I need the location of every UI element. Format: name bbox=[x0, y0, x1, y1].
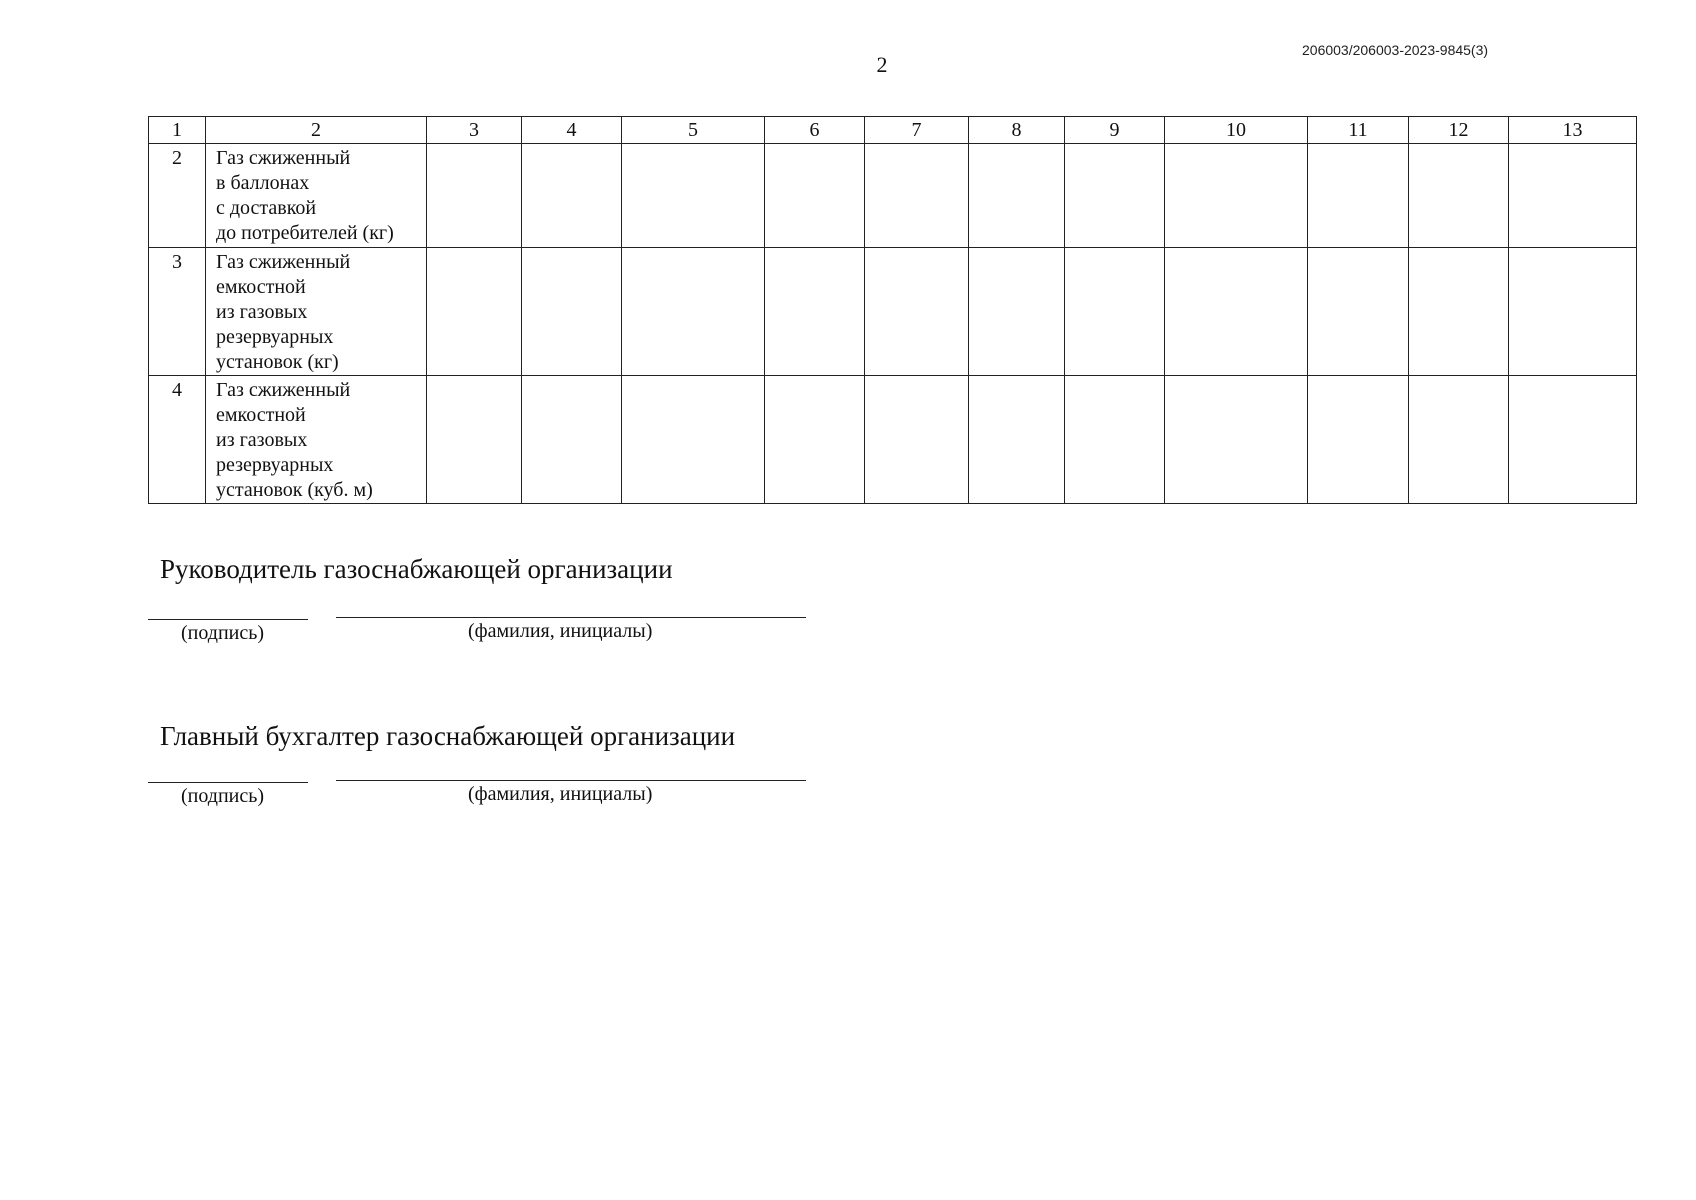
column-header: 8 bbox=[969, 117, 1065, 144]
row-number: 3 bbox=[149, 248, 206, 376]
table-cell[interactable] bbox=[522, 248, 622, 376]
table-cell[interactable] bbox=[865, 376, 969, 504]
column-header: 9 bbox=[1065, 117, 1165, 144]
table-cell[interactable] bbox=[1509, 248, 1637, 376]
report-table bbox=[148, 116, 1637, 504]
table-cell[interactable] bbox=[1165, 376, 1308, 504]
table-row bbox=[149, 376, 1637, 504]
table-cell[interactable] bbox=[865, 144, 969, 248]
signature-title: Руководитель газоснабжающей организации bbox=[160, 554, 673, 584]
table-cell[interactable] bbox=[969, 144, 1065, 248]
table-cell[interactable] bbox=[765, 248, 865, 376]
column-header: 4 bbox=[522, 117, 622, 144]
row-number: 2 bbox=[149, 144, 206, 248]
table-cell[interactable] bbox=[1509, 376, 1637, 504]
table-cell[interactable] bbox=[427, 248, 522, 376]
table-cell[interactable] bbox=[1409, 144, 1509, 248]
table-cell[interactable] bbox=[1065, 248, 1165, 376]
table-cell[interactable] bbox=[1409, 248, 1509, 376]
column-header: 5 bbox=[622, 117, 765, 144]
table-cell[interactable] bbox=[622, 376, 765, 504]
column-header: 3 bbox=[427, 117, 522, 144]
column-header: 2 bbox=[206, 117, 427, 144]
row-label: Газ сжиженный емкостной из газовых резервуарных установок (кг) bbox=[206, 248, 427, 376]
column-header: 1 bbox=[149, 117, 206, 144]
document-id: 206003/206003-2023-9845(3) bbox=[1302, 42, 1489, 58]
table-cell[interactable] bbox=[1308, 248, 1409, 376]
name-line bbox=[336, 617, 806, 618]
table-cell[interactable] bbox=[969, 248, 1065, 376]
name-line bbox=[336, 780, 806, 781]
table-cell[interactable] bbox=[1065, 144, 1165, 248]
column-header: 12 bbox=[1409, 117, 1509, 144]
row-label: Газ сжиженный в баллонах с доставкой до потребителей (кг) bbox=[206, 144, 427, 248]
table-row bbox=[149, 144, 1637, 248]
table-cell[interactable] bbox=[1409, 376, 1509, 504]
table-cell[interactable] bbox=[622, 248, 765, 376]
signature-line bbox=[148, 619, 308, 620]
table-cell[interactable] bbox=[622, 144, 765, 248]
column-header: 13 bbox=[1509, 117, 1637, 144]
table-cell[interactable] bbox=[1165, 248, 1308, 376]
row-number: 4 bbox=[149, 376, 206, 504]
table-cell[interactable] bbox=[765, 144, 865, 248]
name-caption: (фамилия, инициалы) bbox=[468, 620, 653, 642]
signature-line bbox=[148, 782, 308, 783]
signature-block-chief-accountant bbox=[148, 721, 848, 752]
column-header: 6 bbox=[765, 117, 865, 144]
table-cell[interactable] bbox=[765, 376, 865, 504]
table-cell[interactable] bbox=[969, 376, 1065, 504]
name-caption: (фамилия, инициалы) bbox=[468, 783, 653, 805]
table-cell[interactable] bbox=[1509, 144, 1637, 248]
table-row bbox=[149, 248, 1637, 376]
table-cell[interactable] bbox=[522, 376, 622, 504]
table-cell[interactable] bbox=[427, 376, 522, 504]
table-cell[interactable] bbox=[522, 144, 622, 248]
table-body bbox=[149, 144, 1637, 504]
table-header-row bbox=[149, 117, 1637, 144]
table-cell[interactable] bbox=[1308, 144, 1409, 248]
column-header: 11 bbox=[1308, 117, 1409, 144]
row-label: Газ сжиженный емкостной из газовых резервуарных установок (куб. м) bbox=[206, 376, 427, 504]
table-cell[interactable] bbox=[427, 144, 522, 248]
signature-block-director bbox=[148, 554, 848, 585]
table-cell[interactable] bbox=[865, 248, 969, 376]
page-number: 2 bbox=[876, 52, 888, 77]
table-cell[interactable] bbox=[1165, 144, 1308, 248]
signature-title: Главный бухгалтер газоснабжающей организации bbox=[160, 721, 736, 751]
table-cell[interactable] bbox=[1308, 376, 1409, 504]
signature-caption: (подпись) bbox=[181, 622, 265, 644]
column-header: 10 bbox=[1165, 117, 1308, 144]
column-header: 7 bbox=[865, 117, 969, 144]
signature-caption: (подпись) bbox=[181, 785, 265, 807]
table-cell[interactable] bbox=[1065, 376, 1165, 504]
